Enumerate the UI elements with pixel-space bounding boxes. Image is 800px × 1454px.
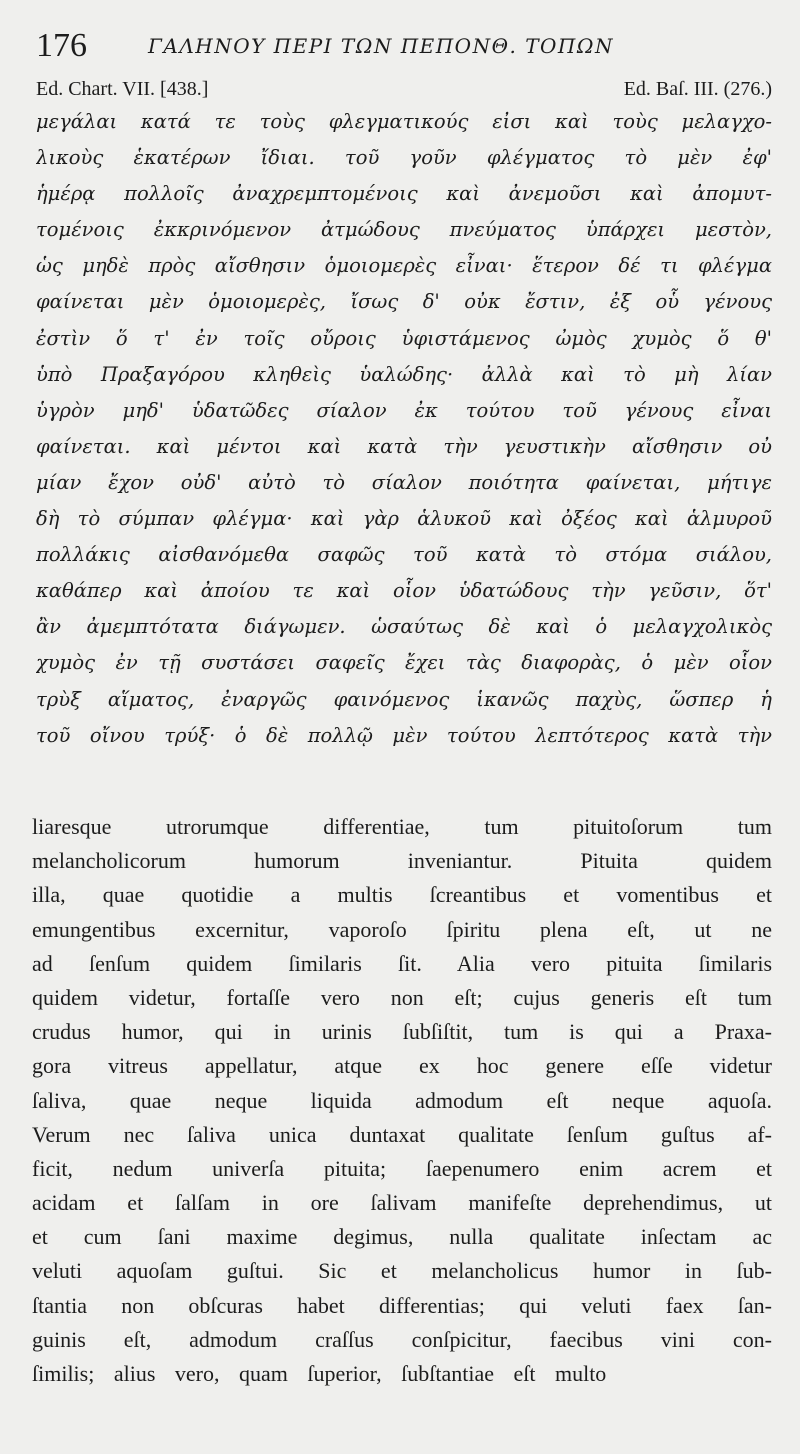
- greek-text-line: μεγάλαι κατά τε τοὺς φλεγματικούς εἰσι καὶ τοὺς μελαγχο-: [36, 110, 772, 133]
- latin-text-line: illa, quae quotidie a multis ſcreantibus et vomentibus et: [32, 882, 772, 908]
- latin-text-line: ſimilis; alius vero, quam ſuperior, ſubſtantiae eſt multo: [32, 1361, 607, 1386]
- greek-text-line: φαίνεται μὲν ὁμοιομερὲς, ἴσως δ' οὐκ ἔστιν, ἐξ οὗ γένους: [36, 290, 772, 314]
- greek-text-line: τοῦ οἴνου τρύξ· ὁ δὲ πολλῷ μὲν τούτου λεπτότερος κατὰ τὴν: [36, 723, 772, 747]
- greek-text-line: μίαν ἔχον οὐδ' αὐτὸ τὸ σίαλον ποιότητα φαίνεται, μήτιγε: [36, 470, 772, 494]
- latin-text-line: et cum ſani maxime degimus, nulla qualitate inſectam ac: [32, 1224, 772, 1250]
- latin-text-line: crudus humor, qui in urinis ſubſiſtit, tum is qui a Praxa-: [32, 1019, 772, 1045]
- latin-text-line: melancholicorum humorum inveniantur. Pituita quidem: [32, 848, 772, 874]
- latin-text-line: ſtantia non obſcuras habet differentias; qui veluti faex ſan-: [32, 1292, 772, 1318]
- page-header: [36, 26, 776, 66]
- greek-text-line: ὑγρὸν μηδ' ὑδατῶδες σίαλον ἐκ τούτου τοῦ γένους εἶναι: [36, 398, 772, 422]
- greek-text-line: λικοὺς ἑκατέρων ἴδιαι. τοῦ γοῦν φλέγματος τὸ μὲν ἐφ': [36, 146, 772, 170]
- greek-text-line: πολλάκις αἰσθανόμεθα σαφῶς τοῦ κατὰ τὸ στόμα σιάλου,: [36, 543, 772, 567]
- edition-references: [36, 74, 772, 104]
- latin-text-line: ſaliva, quae neque liquida admodum eſt neque aquoſa.: [32, 1087, 772, 1113]
- greek-text-line: ὑπὸ Πραξαγόρου κληθεὶς ὑαλώδης· ἀλλὰ καὶ τὸ μὴ λίαν: [36, 362, 772, 386]
- page-number: 176: [36, 27, 87, 64]
- latin-text-line: ad ſenſum quidem ſimilaris ſit. Alia vero pituita ſimilaris: [32, 950, 772, 976]
- greek-text-line: ἂν ἀμεμπτότατα διάγωμεν. ὡσαύτως δὲ καὶ ὁ μελαγχολικὸς: [36, 615, 772, 639]
- latin-text-block: [32, 810, 772, 1391]
- greek-text-line: τομένοις ἐκκρινόμενον ἀτμώδους πνεύματος ὑπάρχει μεστὸν,: [36, 218, 772, 242]
- greek-text-line: ἐστὶν ὅ τ' ἐν τοῖς οὔροις ὑφιστάμενος ὠμὸς χυμὸς ὅ θ': [36, 326, 772, 350]
- greek-text-line: ἡμέρᾳ πολλοῖς ἀναχρεμπτομένοις καὶ ἀνεμοῦσι καὶ ἀπομυτ-: [36, 182, 772, 206]
- latin-text-line: emungentibus excernitur, vaporoſo ſpiritu plena eſt, ut ne: [32, 916, 772, 942]
- greek-text-block: [36, 104, 772, 754]
- running-title: ΓΑΛΗΝΟΥ ΠΕΡΙ ΤΩΝ ΠΕΠΟΝΘ. ΤΟΠΩΝ: [148, 34, 614, 58]
- greek-text-line: καθάπερ καὶ ἀποίου τε καὶ οἷον ὑδατώδους τὴν γεῦσιν, ὅτ': [36, 579, 772, 603]
- greek-text-line: δὴ τὸ σύμπαν φλέγμα· καὶ γὰρ ἁλυκοῦ καὶ ὀξέος καὶ ἁλμυροῦ: [36, 507, 772, 531]
- edition-basel-ref: Ed. Baſ. III. (276.): [623, 78, 772, 100]
- latin-text-line: Verum nec ſaliva unica duntaxat qualitate ſenſum guſtus af-: [32, 1121, 772, 1147]
- greek-text-line: χυμὸς ἐν τῇ συστάσει σαφεῖς ἔχει τὰς διαφορὰς, ὁ μὲν οἷον: [36, 651, 772, 675]
- latin-text-line: acidam et ſalſam in ore ſalivam manifeſte deprehendimus, ut: [32, 1190, 772, 1216]
- greek-text-line: φαίνεται. καὶ μέντοι καὶ κατὰ τὴν γευστικὴν αἴσθησιν οὐ: [36, 434, 772, 458]
- edition-chartier-ref: Ed. Chart. VII. [438.]: [36, 78, 209, 100]
- greek-text-line: ὡς μηδὲ πρὸς αἴσθησιν ὁμοιομερὲς εἶναι· ἕτερον δέ τι φλέγμα: [36, 254, 772, 278]
- latin-text-line: guinis eſt, admodum craſſus conſpicitur, faecibus vini con-: [32, 1326, 772, 1352]
- latin-text-line: liaresque utrorumque differentiae, tum pituitoſorum tum: [32, 814, 772, 839]
- latin-text-line: ficit, nedum univerſa pituita; ſaepenumero enim acrem et: [32, 1155, 772, 1181]
- latin-text-line: veluti aquoſam guſtui. Sic et melancholicus humor in ſub-: [32, 1258, 772, 1284]
- latin-text-line: quidem videtur, fortaſſe vero non eſt; cujus generis eſt tum: [32, 984, 772, 1010]
- greek-text-line: τρὺξ αἵματος, ἐναργῶς φαινόμενος ἱκανῶς παχὺς, ὥσπερ ἡ: [36, 687, 772, 711]
- latin-text-line: gora vitreus appellatur, atque ex hoc genere eſſe videtur: [32, 1053, 772, 1079]
